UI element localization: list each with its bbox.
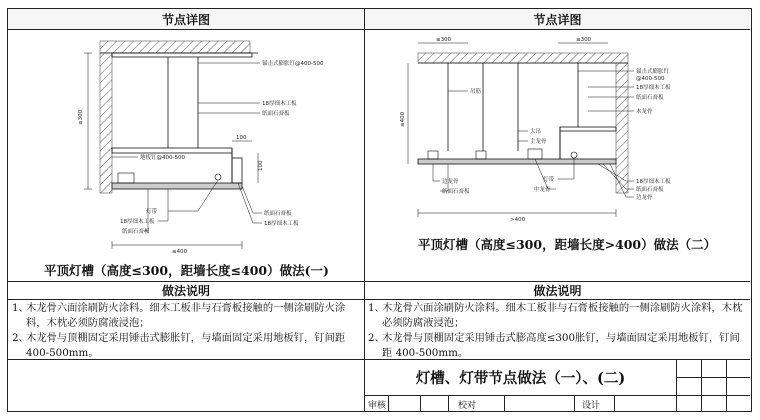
anchor-bolt-label: 锚击式膨胀钉 xyxy=(636,69,670,75)
review-label: 审核 xyxy=(368,401,387,411)
divider xyxy=(420,395,421,411)
leader xyxy=(433,164,440,181)
wood-board-r-label: 18厚细木工板 xyxy=(636,179,671,185)
left-caption: 平顶灯槽（高度≤300，距墙长度≤400）做法(一) xyxy=(44,263,329,278)
keel xyxy=(528,149,542,159)
cove-top-board xyxy=(112,148,232,153)
divider xyxy=(8,299,750,300)
note-item xyxy=(368,301,748,331)
wood-keel-label: 木龙骨 xyxy=(636,109,653,115)
right-section-svg xyxy=(388,31,718,227)
dim-300b-label: ≤300 xyxy=(576,37,592,43)
right-detail-header: 节点详图 xyxy=(365,9,750,29)
wood-board-r-label: 18厚细木工板 xyxy=(264,221,299,227)
light-strip-label: 灯带 xyxy=(543,177,555,183)
note-item xyxy=(12,331,360,361)
wall xyxy=(100,53,112,193)
note-text: 木龙骨与顶棚固定采用锤击式膨高度≤300胀钉，与墙面固定采用地板钉，钉间距 400-500mm。 xyxy=(382,332,740,359)
gypsum-board-r-label: 纸面石膏板 xyxy=(264,211,292,217)
light-strip-symbol xyxy=(215,174,221,180)
divider xyxy=(701,359,702,411)
ceiling-slab xyxy=(418,53,628,63)
dim-100b-label: 100 xyxy=(258,160,264,171)
wood-keel xyxy=(118,173,134,183)
wood-board-label: 18厚细木工板 xyxy=(262,101,297,107)
divider xyxy=(388,395,389,411)
divider xyxy=(8,29,750,30)
upper-board xyxy=(560,127,616,131)
design-label: 设计 xyxy=(582,401,601,411)
dim-400h-label: ≤400 xyxy=(400,111,406,127)
drawing-sheet xyxy=(7,8,752,412)
anchor-spacing-label: @400-500 xyxy=(636,76,665,82)
dim-100a-label: 100 xyxy=(236,135,247,141)
note-text: 木龙骨六面涂刷防火涂料。细木工板非与石膏板接触的一侧涂刷防火涂料，木枕必须防腐液浸泡； xyxy=(26,302,346,329)
wall xyxy=(616,63,628,193)
gypsum-board-label: 纸面石膏板 xyxy=(636,95,664,101)
leader xyxy=(158,189,168,221)
note-num: 1、 xyxy=(368,302,385,314)
divider xyxy=(676,359,677,411)
note-text: 木龙骨与顶棚固定采用锤击式膨胀钉，与墙面固定采用地板钉，钉间距 400-500mm。 xyxy=(26,332,346,359)
ceiling-slab xyxy=(100,41,250,53)
dim-400-label: >400 xyxy=(510,217,526,223)
gypsum-board-r-label: 纸面石膏板 xyxy=(636,187,664,193)
lower-board xyxy=(418,159,616,164)
gypsum-board-bl-label: 纸面石膏板 xyxy=(442,189,470,195)
mid-keel-label: 中龙骨 xyxy=(534,187,551,193)
drawing-title: 灯槽、灯带节点做法（一）、(二) xyxy=(415,370,626,387)
cove-lip xyxy=(232,158,242,183)
main-hanger-label: 大吊 xyxy=(530,129,542,135)
divider xyxy=(448,395,449,411)
dim-300-label: ≤300 xyxy=(78,109,84,125)
note-text: 木龙骨六面涂刷防火涂料。细木工板非与石膏板接触的一侧涂刷防火涂料，木枕必须防腐液浸泡； xyxy=(382,302,743,329)
note-item xyxy=(12,301,360,331)
hanger-label: 吊筋 xyxy=(470,89,482,95)
keel-label: 边龙骨 xyxy=(442,179,459,185)
keel xyxy=(428,151,438,159)
cove-bottom-board xyxy=(112,183,242,189)
edge-keel-label: 边龙骨 xyxy=(636,195,653,201)
divider xyxy=(364,9,365,411)
divider xyxy=(726,359,727,411)
dim-400-label: ≤400 xyxy=(172,249,188,255)
gypsum-board-bl-label: 纸面石膏板 xyxy=(122,229,150,235)
divider xyxy=(504,395,505,411)
gypsum-board-label: 纸面石膏板 xyxy=(262,111,290,117)
divider xyxy=(676,377,750,378)
light-strip-label: 灯带 xyxy=(146,209,158,215)
left-detail-header: 节点详图 xyxy=(8,9,364,29)
right-notes xyxy=(368,301,748,361)
right-detail-drawing xyxy=(388,31,718,227)
left-section-svg xyxy=(48,33,328,259)
note-num: 1、 xyxy=(12,302,29,314)
divider xyxy=(614,395,615,411)
top-board xyxy=(112,53,252,57)
note-num: 2、 xyxy=(368,332,385,344)
left-notes xyxy=(12,301,360,361)
dim-300a-label: ≤300 xyxy=(436,37,452,43)
note-num: 2、 xyxy=(12,332,29,344)
divider xyxy=(574,395,575,411)
light-strip-symbol xyxy=(571,152,577,158)
divider xyxy=(364,395,750,396)
leader xyxy=(242,186,262,213)
right-caption: 平顶灯槽（高度≤300，距墙长度>400）做法（二） xyxy=(418,237,717,252)
anchor-bolt-label: 锚击式膨胀钉@400-500 xyxy=(262,61,324,67)
right-notes-header: 做法说明 xyxy=(533,283,582,298)
check-label: 校对 xyxy=(458,401,477,411)
note-item xyxy=(368,331,748,361)
keel xyxy=(476,151,486,159)
left-detail-drawing xyxy=(48,33,328,259)
leader xyxy=(440,164,448,191)
main-keel-label: 主龙骨 xyxy=(530,139,547,145)
wood-board-bl-label: 18厚细木工板 xyxy=(120,219,155,225)
wood-board-label: 18厚细木工板 xyxy=(636,85,671,91)
floor-nail-label: 地板钉@400-500 xyxy=(140,155,185,161)
left-notes-header: 做法说明 xyxy=(161,283,210,298)
